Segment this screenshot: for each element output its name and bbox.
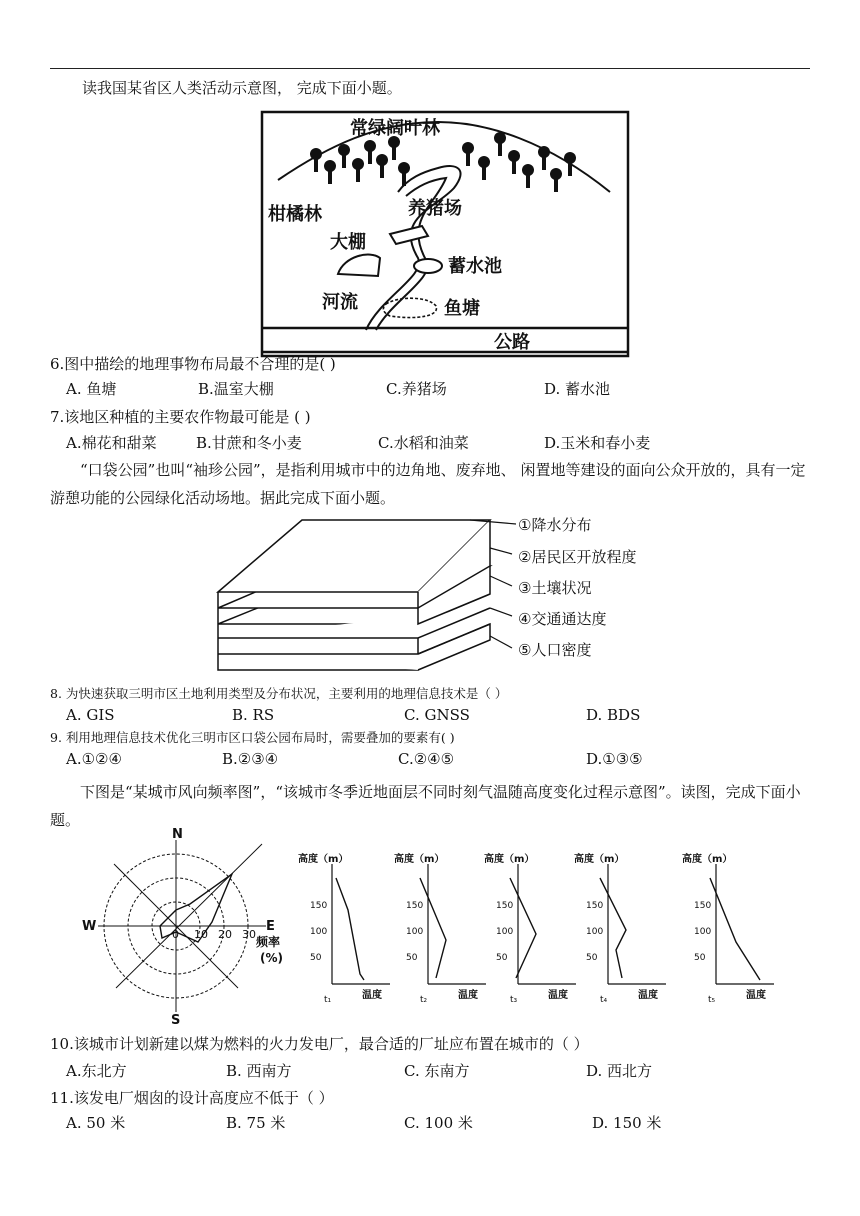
profile-ytick: 50 — [694, 953, 706, 963]
profile-ylabel: 高度（m） — [394, 854, 445, 865]
profile-ytick: 100 — [694, 927, 712, 937]
q7-option-a[interactable]: A.棉花和甜菜 — [66, 434, 157, 452]
rose-tick-0: 0 — [172, 928, 179, 941]
layer-label-1: ①降水分布 — [518, 516, 592, 534]
profile-ytick: 100 — [310, 927, 328, 937]
question-8-stem: 8. 为快速获取三明市区土地利用类型及分布状况，主要利用的地理信息技术是（ ） — [50, 686, 508, 701]
q8-option-d[interactable]: D. BDS — [586, 706, 641, 724]
profile-ytick: 100 — [496, 927, 514, 937]
profile-ytick: 50 — [310, 953, 322, 963]
q9-option-c[interactable]: C.②④⑤ — [398, 750, 455, 768]
rose-north: N — [172, 827, 183, 842]
profile-time-label: t₄ — [600, 995, 608, 1005]
profile-curve — [336, 878, 364, 980]
layer-label-3: ③土壤状况 — [518, 579, 592, 597]
label-pig-farm: 养猪场 — [408, 198, 462, 219]
profile-ytick: 150 — [310, 901, 328, 911]
question-7-stem: 7.该地区种植的主要农作物最可能是 ( ) — [50, 408, 311, 426]
profile-ytick: 50 — [496, 953, 508, 963]
profile-curve — [510, 878, 536, 978]
layer-label-4: ④交通通达度 — [518, 610, 607, 628]
intro-3: 下图是“某城市风向频率图”，“该城市冬季近地面层不同时刻气温随高度变化过程示意图”。读图，完成下面小题。 — [50, 783, 801, 829]
intro-1: 读我国某省区人类活动示意图， 完成下面小题。 — [82, 79, 402, 97]
q8-option-a[interactable]: A. GIS — [66, 706, 115, 724]
profile-xlabel: 温度 — [548, 990, 568, 1001]
rose-east: E — [266, 919, 275, 934]
rose-tick-30: 30 — [242, 928, 256, 941]
q10-option-b[interactable]: B. 西南方 — [226, 1062, 292, 1080]
profile-time-label: t₃ — [510, 995, 518, 1005]
profile-xlabel: 温度 — [362, 990, 382, 1001]
q10-option-d[interactable]: D. 西北方 — [586, 1062, 653, 1080]
profile-curve — [420, 878, 446, 978]
q6-option-b[interactable]: B.温室大棚 — [198, 380, 274, 398]
q6-option-c[interactable]: C.养猪场 — [386, 380, 447, 398]
q8-option-c[interactable]: C. GNSS — [404, 706, 470, 724]
rose-freq-label: 频率 — [256, 935, 281, 949]
label-greenhouse: 大棚 — [330, 232, 366, 253]
profile-ytick: 150 — [694, 901, 712, 911]
question-11-stem: 11.该发电厂烟囱的设计高度应不低于（ ） — [50, 1089, 334, 1107]
question-9-stem: 9. 利用地理信息技术优化三明市区口袋公园布局时，需要叠加的要素有( ) — [50, 730, 455, 745]
q10-option-c[interactable]: C. 东南方 — [404, 1062, 470, 1080]
profile-ytick: 50 — [586, 953, 598, 963]
q9-option-d[interactable]: D.①③⑤ — [586, 750, 643, 768]
question-10-stem: 10.该城市计划新建以煤为燃料的火力发电厂，最合适的厂址应布置在城市的（ ） — [50, 1035, 589, 1053]
rose-freq-unit: (%) — [260, 951, 283, 965]
profile-ytick: 150 — [496, 901, 514, 911]
label-river: 河流 — [322, 292, 358, 313]
q6-option-d[interactable]: D. 蓄水池 — [544, 380, 611, 398]
layer-overlay-diagram — [206, 512, 636, 682]
q11-option-a[interactable]: A. 50 米 — [66, 1114, 126, 1132]
label-citrus: 柑橘林 — [268, 204, 322, 225]
q9-option-b[interactable]: B.②③④ — [222, 750, 279, 768]
q11-option-c[interactable]: C. 100 米 — [404, 1114, 473, 1132]
intro-2: “口袋公园”也叫“袖珍公园”，是指利用城市中的边角地、废弃地、 闲置地等建设的面向公众开放的，具有一定游憩功能的公园绿化活动场地。据此完成下面小题。 — [50, 461, 806, 507]
temperature-profiles — [296, 850, 786, 1008]
profile-curve — [710, 878, 760, 980]
profile-time-label: t₂ — [420, 995, 428, 1005]
q6-option-a[interactable]: A. 鱼塘 — [66, 380, 117, 398]
profile-ylabel: 高度（m） — [484, 854, 535, 865]
profile-ytick: 150 — [586, 901, 604, 911]
profile-ytick: 50 — [406, 953, 418, 963]
label-fish-pond: 鱼塘 — [444, 298, 480, 319]
label-forest: 常绿阔叶林 — [350, 118, 440, 139]
label-reservoir: 蓄水池 — [448, 256, 502, 277]
profile-xlabel: 温度 — [638, 990, 658, 1001]
q11-option-d[interactable]: D. 150 米 — [592, 1114, 662, 1132]
profile-curve — [600, 878, 626, 978]
q8-option-b[interactable]: B. RS — [232, 706, 275, 724]
profile-time-label: t₁ — [324, 995, 332, 1005]
layer-label-5: ⑤人口密度 — [518, 641, 592, 659]
q7-option-b[interactable]: B.甘蔗和冬小麦 — [196, 434, 302, 452]
q11-option-b[interactable]: B. 75 米 — [226, 1114, 286, 1132]
rose-west: W — [82, 919, 97, 934]
profile-ylabel: 高度（m） — [574, 854, 625, 865]
profile-time-label: t₅ — [708, 995, 716, 1005]
layer-label-2: ②居民区开放程度 — [518, 548, 636, 566]
label-road: 公路 — [494, 332, 530, 353]
q7-option-d[interactable]: D.玉米和春小麦 — [544, 434, 651, 452]
q7-option-c[interactable]: C.水稻和油菜 — [378, 434, 469, 452]
header-rule — [50, 68, 810, 69]
q9-option-a[interactable]: A.①②④ — [66, 750, 122, 768]
human-activity-map — [258, 108, 632, 360]
profile-xlabel: 温度 — [458, 990, 478, 1001]
wind-rose-diagram — [80, 826, 298, 1026]
profile-ytick: 100 — [406, 927, 424, 937]
rose-south: S — [171, 1013, 181, 1026]
q10-option-a[interactable]: A.东北方 — [66, 1062, 127, 1080]
profile-xlabel: 温度 — [746, 990, 766, 1001]
profile-ylabel: 高度（m） — [298, 854, 349, 865]
profile-ytick: 100 — [586, 927, 604, 937]
rose-tick-20: 20 — [218, 928, 232, 941]
question-6-stem: 6.图中描绘的地理事物布局最不合理的是( ) — [50, 355, 336, 373]
rose-tick-10: 10 — [194, 928, 208, 941]
profile-ylabel: 高度（m） — [682, 854, 733, 865]
profile-ytick: 150 — [406, 901, 424, 911]
